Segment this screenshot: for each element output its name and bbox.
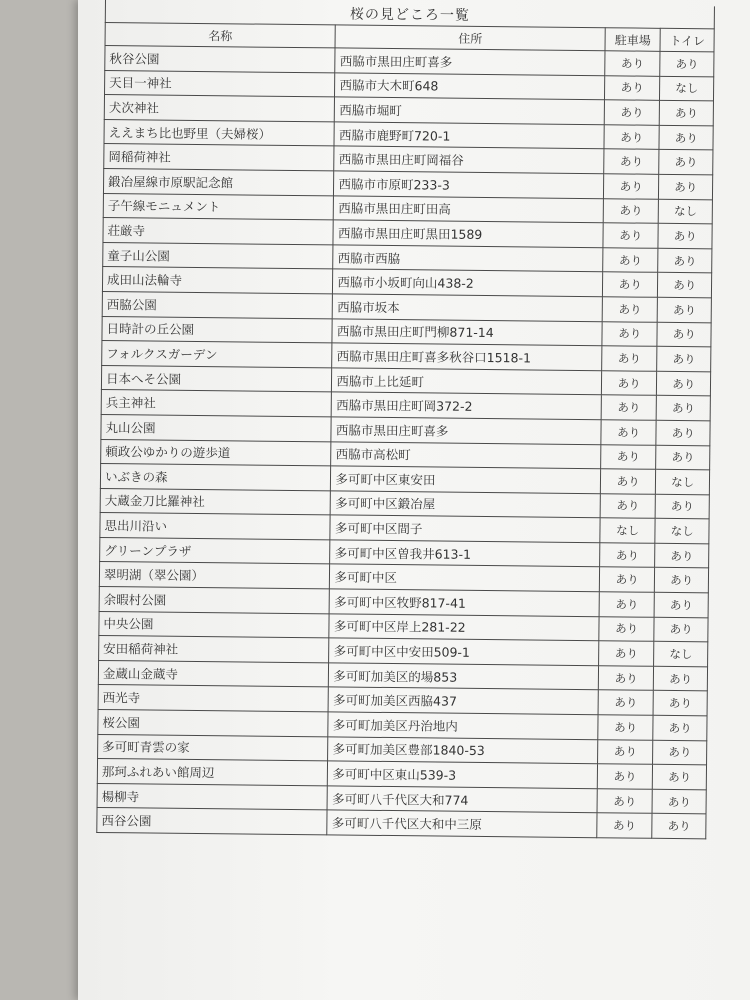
cell-toilet: あり (653, 764, 707, 789)
cell-name: 大蔵金刀比羅神社 (100, 488, 331, 515)
header-toilet: トイレ (660, 28, 714, 52)
table-title: 桜の見どころ一覧 (105, 0, 714, 29)
cell-toilet: あり (656, 420, 710, 445)
header-address: 住所 (335, 25, 605, 51)
cell-address: 西脇市黒田庄町喜多 (335, 48, 605, 75)
cell-parking: あり (597, 789, 653, 814)
cell-address: 西脇市西脇 (333, 245, 603, 272)
cell-toilet: あり (657, 371, 711, 396)
cell-name: 思出川沿い (100, 513, 331, 540)
cell-parking: あり (603, 174, 659, 199)
cell-toilet: あり (657, 322, 711, 347)
cell-parking: あり (598, 666, 654, 691)
cell-toilet: なし (659, 199, 713, 224)
cell-name: 童子山公園 (103, 242, 334, 269)
cell-toilet: あり (655, 592, 709, 617)
cell-parking: あり (604, 125, 660, 150)
cell-toilet: あり (660, 51, 714, 76)
table-body (97, 46, 714, 839)
cell-address: 西脇市鹿野町720-1 (334, 122, 604, 149)
cell-address: 多可町中区間子 (330, 515, 600, 542)
cell-toilet: あり (652, 789, 706, 814)
cell-toilet: なし (654, 642, 708, 667)
cell-toilet: あり (655, 543, 709, 568)
cell-address: 西脇市小坂町向山438-2 (333, 269, 603, 296)
cell-toilet: あり (657, 346, 711, 371)
cell-toilet: あり (654, 666, 708, 691)
cell-name: いぶきの森 (100, 464, 331, 491)
cell-address: 多可町加美区丹治地内 (328, 712, 598, 739)
cell-name: 荘厳寺 (103, 218, 334, 245)
cell-parking: あり (598, 641, 654, 666)
cell-name: 成田山法輪寺 (102, 267, 333, 294)
cell-name: 日時計の丘公園 (102, 316, 333, 343)
cell-name: 西脇公園 (102, 291, 333, 318)
cell-address: 西脇市大木町648 (335, 73, 605, 100)
cell-name: 楊柳寺 (97, 783, 328, 810)
header-parking: 駐車場 (605, 28, 661, 52)
cell-parking: あり (601, 395, 657, 420)
header-name: 名称 (105, 23, 336, 48)
cell-address: 多可町中区牧野817-41 (330, 589, 600, 616)
cell-parking: あり (602, 272, 658, 297)
cell-address: 西脇市黒田庄町喜多 (331, 417, 601, 444)
cell-parking: あり (598, 715, 654, 740)
cell-toilet: あり (653, 715, 707, 740)
cell-parking: あり (601, 444, 657, 469)
cell-address: 多可町中区東安田 (331, 466, 601, 493)
cell-toilet: あり (659, 125, 713, 150)
cell-name: グリーンプラザ (100, 537, 331, 564)
cell-name: 金蔵山金蔵寺 (98, 660, 329, 687)
cell-name: 安田稲荷神社 (99, 636, 330, 663)
cell-address: 多可町中区 (330, 564, 600, 591)
cell-name: 秋谷公園 (105, 46, 336, 73)
cell-parking: あり (603, 198, 659, 223)
cell-name: フォルクスガーデン (102, 341, 333, 368)
cell-address: 西脇市黒田庄町黒田1589 (333, 220, 603, 247)
cell-address: 西脇市高松町 (331, 441, 601, 468)
cell-parking: あり (599, 567, 655, 592)
cell-address: 多可町中区曽我井613-1 (330, 540, 600, 567)
cell-parking: あり (604, 75, 660, 100)
cell-address: 多可町八千代区大和774 (327, 786, 597, 813)
cell-parking: あり (605, 51, 661, 76)
cell-address: 多可町加美区的場853 (329, 663, 599, 690)
cell-toilet: あり (656, 445, 710, 470)
cell-name: 兵主神社 (101, 390, 332, 417)
document-page (96, 0, 715, 839)
cell-toilet: あり (659, 174, 713, 199)
cell-address: 多可町加美区西脇437 (328, 687, 598, 714)
cell-name: 日本へそ公園 (101, 365, 332, 392)
cell-toilet: なし (660, 76, 714, 101)
cell-address: 西脇市市原町233-3 (334, 171, 604, 198)
cell-address: 西脇市黒田庄町岡福谷 (334, 146, 604, 173)
cell-parking: あり (598, 690, 654, 715)
cell-address: 多可町中区岸上281-22 (329, 614, 599, 641)
cell-toilet: あり (660, 101, 714, 126)
cell-parking: あり (600, 493, 656, 518)
cell-toilet: あり (653, 740, 707, 765)
cell-parking: あり (601, 420, 657, 445)
cell-parking: あり (603, 223, 659, 248)
cell-name: 西谷公園 (97, 808, 328, 835)
cell-parking: あり (597, 739, 653, 764)
cell-name: 丸山公園 (101, 414, 332, 441)
cell-parking: あり (604, 100, 660, 125)
cell-address: 多可町八千代区大和中三原 (327, 810, 597, 837)
cell-toilet: あり (656, 494, 710, 519)
cell-toilet: あり (652, 814, 706, 839)
cell-toilet: なし (655, 519, 709, 544)
cell-toilet: あり (658, 297, 712, 322)
cell-toilet: あり (654, 691, 708, 716)
cell-parking: あり (604, 149, 660, 174)
cell-toilet: あり (658, 273, 712, 298)
cell-toilet: あり (658, 248, 712, 273)
cell-address: 西脇市黒田庄町門柳871-14 (332, 318, 602, 345)
cell-address: 多可町中区中安田509-1 (329, 638, 599, 665)
cell-parking: あり (597, 764, 653, 789)
cell-address: 西脇市黒田庄町喜多秋谷口1518-1 (332, 343, 602, 370)
cell-address: 西脇市上比延町 (332, 368, 602, 395)
cell-parking: あり (602, 346, 658, 371)
cell-name: ええまち比也野里（夫婦桜） (104, 119, 335, 146)
cell-parking: あり (600, 469, 656, 494)
cell-address: 西脇市黒田庄町岡372-2 (332, 392, 602, 419)
cell-address: 多可町加美区豊部1840-53 (328, 737, 598, 764)
cell-name: 翠明湖（翠公園） (99, 562, 330, 589)
cell-name: 天目一神社 (105, 70, 336, 97)
cell-name: 子午線モニュメント (103, 193, 334, 220)
cell-name: 余暇村公園 (99, 587, 330, 614)
cell-parking: あり (602, 321, 658, 346)
cell-name: 中央公園 (99, 611, 330, 638)
cell-parking: あり (603, 247, 659, 272)
cell-parking: あり (600, 543, 656, 568)
cell-toilet: あり (657, 396, 711, 421)
cell-address: 多可町中区東山539-3 (328, 761, 598, 788)
cell-toilet: あり (654, 617, 708, 642)
cell-parking: あり (602, 297, 658, 322)
cell-name: 那珂ふれあい館周辺 (97, 759, 328, 786)
cell-address: 西脇市坂本 (333, 294, 603, 321)
cell-parking: なし (600, 518, 656, 543)
cell-parking: あり (597, 813, 653, 838)
cell-address: 西脇市堀町 (335, 97, 605, 124)
cell-toilet: あり (658, 223, 712, 248)
cell-toilet: あり (655, 568, 709, 593)
cell-address: 西脇市黒田庄町田高 (334, 195, 604, 222)
cell-name: 頼政公ゆかりの遊歩道 (101, 439, 332, 466)
cell-toilet: なし (656, 469, 710, 494)
cell-toilet: あり (659, 150, 713, 175)
cell-name: 多可町青雲の家 (98, 734, 329, 761)
cell-parking: あり (599, 616, 655, 641)
cell-name: 岡稲荷神社 (104, 144, 335, 171)
cell-parking: あり (599, 592, 655, 617)
cell-name: 西光寺 (98, 685, 329, 712)
cell-name: 犬次神社 (104, 95, 335, 122)
cell-address: 多可町中区鍛冶屋 (331, 491, 601, 518)
cherry-blossom-spots-table (96, 0, 715, 839)
cell-name: 桜公園 (98, 709, 329, 736)
cell-parking: あり (601, 370, 657, 395)
cell-name: 鍛冶屋線市原駅記念館 (103, 168, 334, 195)
